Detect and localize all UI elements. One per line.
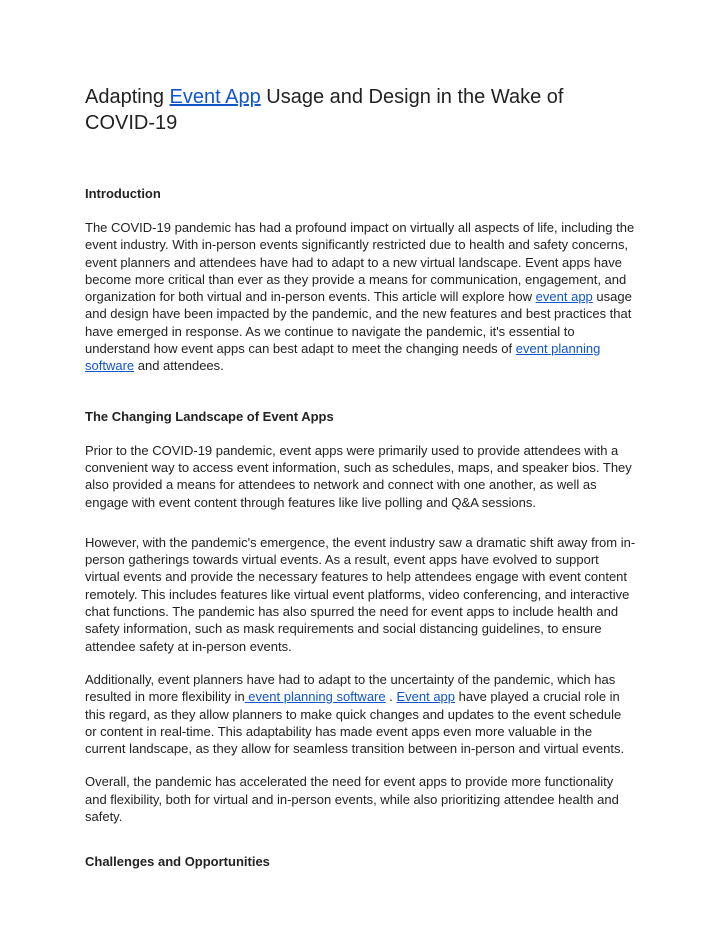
paragraph-text: have played a crucial role in this regard, as they allow planners to make quick changes and updates to the event schedule or content in real-time. This adaptability has made event apps even more valuable in the current landscape, as they allow for seamless transition between in-person and virtual events. — [85, 689, 625, 757]
paragraph-text: Additionally, event planners have had to adapt to the uncertainty of the pandemic, which has resulted in more flexibility in — [85, 671, 616, 705]
title-text-pre: Adapting — [85, 86, 170, 108]
heading-challenges-opportunities: Challenges and Opportunities — [85, 854, 270, 870]
paragraph-planner-adaptation — [85, 671, 636, 757]
paragraph-text: usage and design have been impacted by the pandemic, and the new features and best practices that have emerged in response. As we continue to navigate the pandemic, it's essential to understand how event apps can best adapt to meet the changing needs of — [85, 289, 632, 357]
paragraph-overall: Overall, the pandemic has accelerated the need for event apps to provide more functionality and flexibility, both for virtual and in-person events, while also prioritizing attendee health and safety. — [85, 774, 619, 825]
title-text-post: Usage and Design in the Wake of COVID-19 — [85, 86, 564, 134]
link-event-app[interactable]: event app — [535, 289, 593, 305]
link-event-planning-software[interactable]: event planning software — [85, 341, 601, 374]
title-link-event-app[interactable]: Event App — [169, 86, 261, 108]
paragraph-text: and attendees. — [134, 358, 224, 374]
paragraph-text: The COVID-19 pandemic has had a profound impact on virtually all aspects of life, including the event industry. With in-person events significantly restricted due to health and safety concerns, event planners and attendees have had to adapt to a new virtual landscape. Event apps have become more critical than ever as they provide a means for communication, engagement, and organization for both virtual and in-person events. This article will explore how — [85, 220, 635, 305]
heading-introduction: Introduction — [85, 186, 161, 201]
link-event-planning-software[interactable]: event planning software — [244, 689, 386, 705]
heading-changing-landscape: The Changing Landscape of Event Apps — [85, 408, 334, 424]
paragraph-prior-pandemic: Prior to the COVID-19 pandemic, event apps were primarily used to provide attendees with a convenient way to access event information, such as schedules, maps, and speaker bios. They also provided a means for attendees to network and connect with one another, as well as engage with event content through features like live polling and Q&A sessions. — [85, 442, 632, 510]
document-title — [85, 84, 636, 136]
paragraph-pandemic-shift: However, with the pandemic's emergence, the event industry saw a dramatic shift away from in-person gatherings towards virtual events. As a result, event apps have evolved to support virtual events and provide the necessary features to help attendees engage with event content remotely. This includes features like virtual event platforms, video conferencing, and interactive chat functions. The pandemic has also spurred the need for event apps to include health and safety information, such as mask requirements and social distancing guidelines, to ensure attendee safety at in-person events. — [85, 534, 636, 654]
link-event-app[interactable]: Event app — [396, 689, 456, 705]
paragraph-introduction — [85, 219, 636, 375]
paragraph-text: . — [385, 689, 397, 705]
